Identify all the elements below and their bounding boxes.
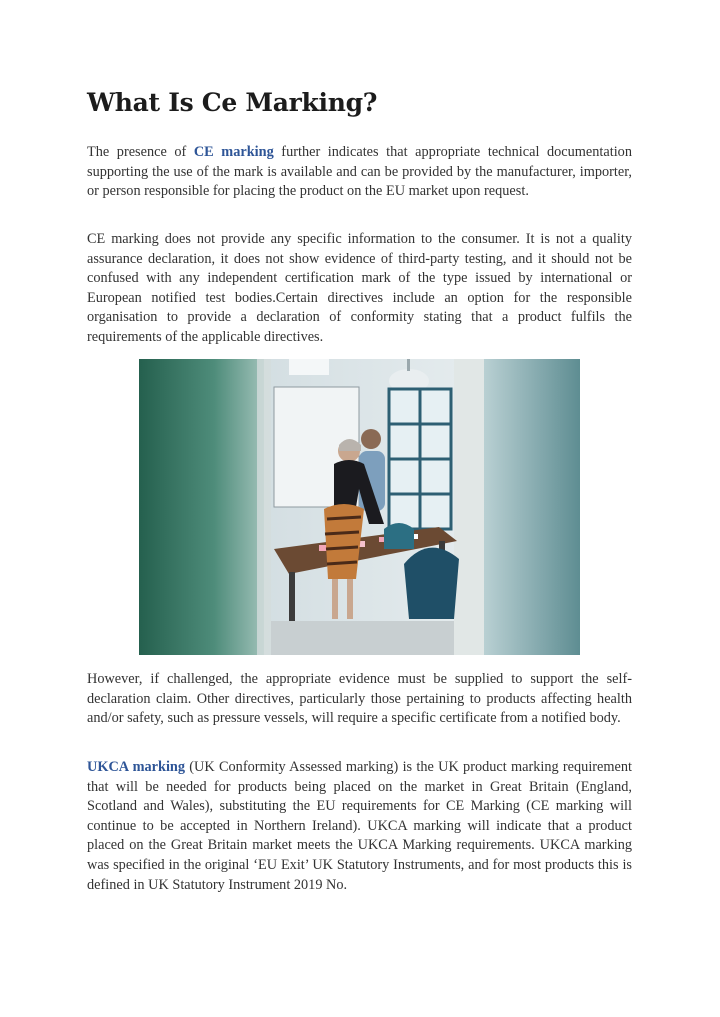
ukca-marking-link[interactable]: UKCA marking (87, 759, 186, 775)
paragraph-challenged: However, if challenged, the appropriate evidence must be supplied to support the self-declaration claim. Other directives, particularly those pertaining to products affecting health and/or safety, such as pressure vessels, will require a specific certificate from a notified body. (87, 671, 632, 727)
p4-text-after: (UK Conformity Assessed marking) is the UK product marking requirement that will be needed for products being placed on the market in Great Britain (England, Scotland and Wales), substituting the EU requirements for CE Marking (CE marking will continue to be accepted in Northern Ireland). UKCA marking will indicate that a product placed on the Great Britain market meets the UKCA Marking requirements. UKCA marking was specified in the original ‘EU Exit’ UK Statutory Instruments, and for most products this is defined in UK Statutory Instrument 2019 No. (87, 759, 632, 893)
paragraph-ce-no-info: CE marking does not provide any specific information to the consumer. It is not a quality assurance declaration, it does not show evidence of third-party testing, and it should not be confused with any independent certification mark of the type issued by international or European notified test bodies.Certain directives include an option for the responsible organisation to provide a declaration of conformity stating that a product fulfils the requirements of the applicable directives. (87, 231, 632, 345)
office-illustration (139, 359, 580, 655)
paragraph-ukca (87, 758, 632, 895)
ce-marking-link[interactable]: CE marking (193, 144, 274, 160)
page-title: What Is Ce Marking? (87, 88, 378, 117)
paragraph-ce-presence (87, 143, 632, 202)
p1-text-before: The presence of (87, 144, 194, 160)
office-photo (139, 359, 580, 655)
p1-text-after: further indicates that appropriate technical documentation supporting the use of the mark is available and can be provided by the manufacturer, importer, or person responsible for placing the product on the EU market upon request. (87, 144, 632, 200)
